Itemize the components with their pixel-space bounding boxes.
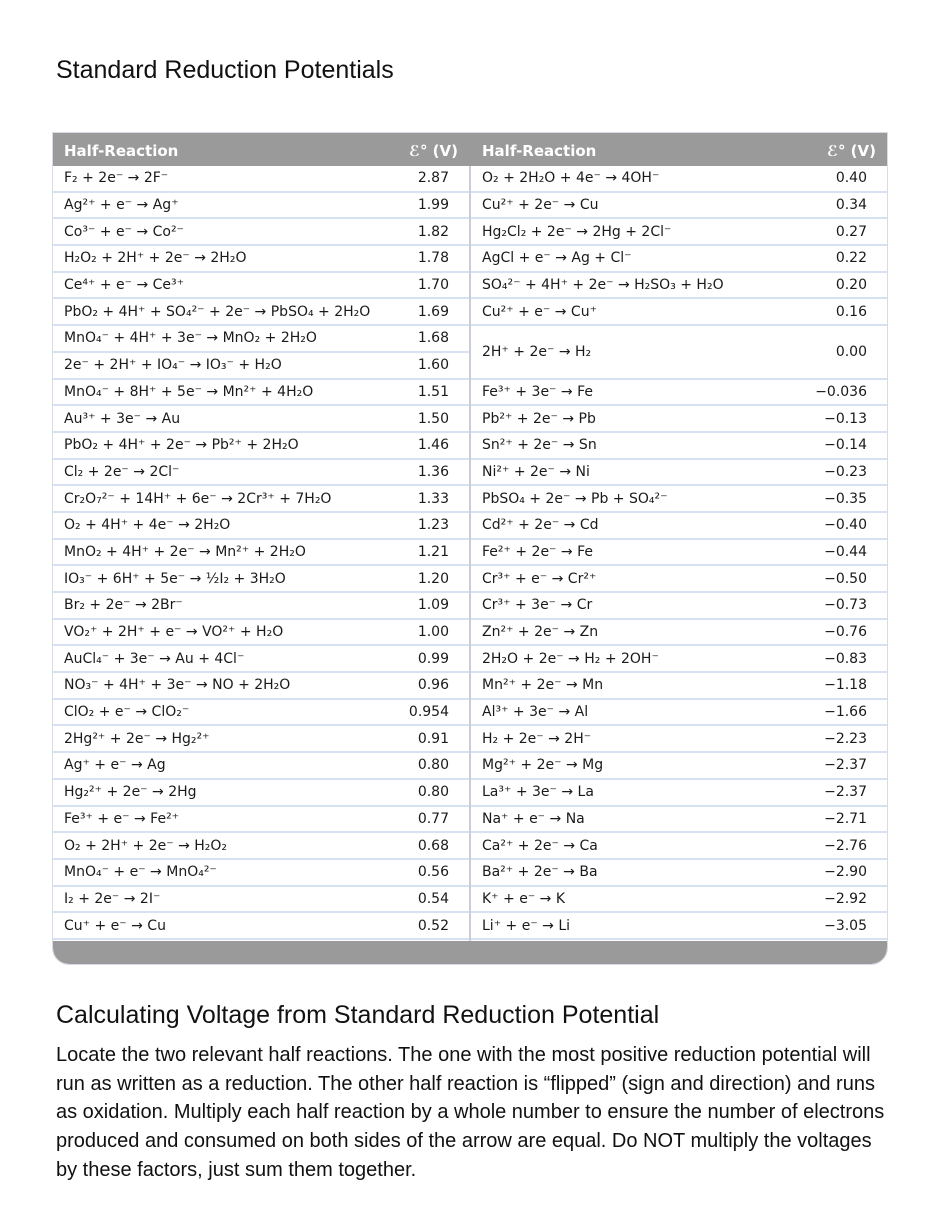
- half-reaction-cell: Li⁺ + e⁻ → Li: [482, 917, 571, 934]
- half-reaction-cell: Mg²⁺ + 2e⁻ → Mg: [482, 757, 604, 774]
- half-reaction-cell: PbO₂ + 4H⁺ + SO₄²⁻ + 2e⁻ → PbSO₄ + 2H₂O: [64, 303, 371, 320]
- table-row: [471, 540, 887, 567]
- potential-cell: 1.82: [417, 223, 449, 240]
- half-reaction-cell: 2e⁻ + 2H⁺ + IO₄⁻ → IO₃⁻ + H₂O: [64, 357, 282, 374]
- page-title: Standard Reduction Potentials: [56, 56, 394, 84]
- table-row: [53, 406, 469, 433]
- half-reaction-cell: Ni²⁺ + 2e⁻ → Ni: [482, 463, 590, 480]
- table-row: [471, 193, 887, 220]
- section-title: Calculating Voltage from Standard Reduction Potential: [56, 1001, 660, 1029]
- potential-cell: −0.83: [824, 650, 867, 667]
- potential-cell: 0.27: [835, 223, 867, 240]
- table-row: [471, 860, 887, 887]
- potential-cell: 0.91: [417, 730, 449, 747]
- potential-cell: 0.20: [835, 277, 867, 294]
- half-reaction-cell: Cu²⁺ + 2e⁻ → Cu: [482, 197, 599, 214]
- half-reaction-cell: Pb²⁺ + 2e⁻ → Pb: [482, 410, 596, 427]
- table-row: [471, 326, 887, 379]
- half-reaction-cell: O₂ + 2H⁺ + 2e⁻ → H₂O₂: [64, 837, 228, 854]
- table-row: [53, 246, 469, 273]
- table-row: [53, 460, 469, 487]
- table-row: [471, 780, 887, 807]
- table-row: [471, 700, 887, 727]
- potential-cell: 1.78: [417, 250, 449, 267]
- table-row: [53, 780, 469, 807]
- table-row: [53, 753, 469, 780]
- potential-cell: 1.09: [417, 597, 449, 614]
- table-row: [53, 860, 469, 887]
- table-row: [471, 593, 887, 620]
- half-reaction-cell: H₂ + 2e⁻ → 2H⁻: [482, 730, 592, 747]
- table-row: [471, 913, 887, 940]
- half-reaction-cell: Cu⁺ + e⁻ → Cu: [64, 917, 166, 934]
- potential-cell: 1.21: [417, 543, 449, 560]
- table-row: [471, 887, 887, 914]
- table-row: [53, 700, 469, 727]
- table-row: [471, 620, 887, 647]
- table-footer: [53, 941, 887, 964]
- half-reaction-cell: SO₄²⁻ + 4H⁺ + 2e⁻ → H₂SO₃ + H₂O: [482, 277, 724, 294]
- potential-cell: 1.20: [417, 570, 449, 587]
- potential-cell: −0.50: [824, 570, 867, 587]
- table-row: [471, 246, 887, 273]
- half-reaction-cell: H₂O₂ + 2H⁺ + 2e⁻ → 2H₂O: [64, 250, 247, 267]
- table-row: [53, 833, 469, 860]
- potential-cell: 1.50: [417, 410, 449, 427]
- potential-cell: 1.70: [417, 277, 449, 294]
- table-row: [471, 380, 887, 407]
- half-reaction-cell: Ca²⁺ + 2e⁻ → Ca: [482, 837, 598, 854]
- potential-cell: 0.77: [417, 810, 449, 827]
- table-row: [53, 326, 469, 353]
- table-row: [471, 833, 887, 860]
- half-reaction-cell: Ag⁺ + e⁻ → Ag: [64, 757, 166, 774]
- potential-cell: 0.68: [417, 837, 449, 854]
- half-reaction-cell: F₂ + 2e⁻ → 2F⁻: [64, 170, 169, 187]
- half-reaction-cell: MnO₂ + 4H⁺ + 2e⁻ → Mn²⁺ + 2H₂O: [64, 543, 306, 560]
- potential-cell: −0.40: [824, 517, 867, 534]
- header-half-reaction-right: Half-Reaction: [482, 142, 597, 160]
- half-reaction-cell: Sn²⁺ + 2e⁻ → Sn: [482, 437, 597, 454]
- table-row: [471, 646, 887, 673]
- half-reaction-cell: Mn²⁺ + 2e⁻ → Mn: [482, 677, 604, 694]
- table-row: [53, 540, 469, 567]
- potential-cell: 0.52: [417, 917, 449, 934]
- half-reaction-cell: Hg₂²⁺ + 2e⁻ → 2Hg: [64, 784, 197, 801]
- potential-cell: 0.34: [835, 197, 867, 214]
- potential-cell: 0.40: [835, 170, 867, 187]
- potential-cell: 1.23: [417, 517, 449, 534]
- half-reaction-cell: Cr³⁺ + e⁻ → Cr²⁺: [482, 570, 597, 587]
- potential-cell: 1.36: [417, 463, 449, 480]
- table-row: [471, 219, 887, 246]
- table-row: [53, 353, 469, 380]
- half-reaction-cell: 2H₂O + 2e⁻ → H₂ + 2OH⁻: [482, 650, 659, 667]
- table-row: [471, 406, 887, 433]
- table-row: [471, 433, 887, 460]
- half-reaction-cell: VO₂⁺ + 2H⁺ + e⁻ → VO²⁺ + H₂O: [64, 624, 284, 641]
- table-row: [53, 299, 469, 326]
- half-reaction-cell: PbSO₄ + 2e⁻ → Pb + SO₄²⁻: [482, 490, 668, 507]
- table-header: [53, 133, 887, 166]
- potential-cell: 1.46: [417, 437, 449, 454]
- table-row: [53, 513, 469, 540]
- table-row: [53, 593, 469, 620]
- half-reaction-cell: O₂ + 4H⁺ + 4e⁻ → 2H₂O: [64, 517, 231, 534]
- potential-cell: 2.87: [417, 170, 449, 187]
- potential-cell: −0.036: [815, 383, 867, 400]
- potential-cell: −0.14: [824, 437, 867, 454]
- half-reaction-cell: MnO₄⁻ + 8H⁺ + 5e⁻ → Mn²⁺ + 4H₂O: [64, 383, 314, 400]
- half-reaction-cell: Ce⁴⁺ + e⁻ → Ce³⁺: [64, 277, 185, 294]
- half-reaction-cell: MnO₄⁻ + 4H⁺ + 3e⁻ → MnO₂ + 2H₂O: [64, 330, 317, 347]
- table-row: [471, 673, 887, 700]
- potential-cell: −2.71: [824, 810, 867, 827]
- half-reaction-cell: Cu²⁺ + e⁻ → Cu⁺: [482, 303, 597, 320]
- half-reaction-cell: 2Hg²⁺ + 2e⁻ → Hg₂²⁺: [64, 730, 210, 747]
- half-reaction-cell: Cr₂O₇²⁻ + 14H⁺ + 6e⁻ → 2Cr³⁺ + 7H₂O: [64, 490, 332, 507]
- potential-cell: 0.99: [417, 650, 449, 667]
- potential-cell: −2.37: [824, 757, 867, 774]
- table-row: [53, 566, 469, 593]
- half-reaction-cell: Zn²⁺ + 2e⁻ → Zn: [482, 624, 599, 641]
- table-row: [53, 807, 469, 834]
- potential-cell: −2.23: [824, 730, 867, 747]
- potential-cell: 1.60: [417, 357, 449, 374]
- table-row: [53, 646, 469, 673]
- half-reaction-cell: Ba²⁺ + 2e⁻ → Ba: [482, 864, 598, 881]
- potential-cell: 1.68: [417, 330, 449, 347]
- table-row: [471, 513, 887, 540]
- potential-cell: 0.00: [835, 343, 867, 360]
- potential-cell: 1.33: [417, 490, 449, 507]
- half-reaction-cell: O₂ + 2H₂O + 4e⁻ → 4OH⁻: [482, 170, 660, 187]
- table-row: [53, 380, 469, 407]
- table-column-left: [53, 166, 471, 941]
- half-reaction-cell: 2H⁺ + 2e⁻ → H₂: [482, 343, 592, 360]
- header-half-reaction-left: Half-Reaction: [64, 142, 179, 160]
- half-reaction-cell: ClO₂ + e⁻ → ClO₂⁻: [64, 704, 190, 721]
- table-row: [53, 887, 469, 914]
- potential-cell: 0.80: [417, 784, 449, 801]
- half-reaction-cell: IO₃⁻ + 6H⁺ + 5e⁻ → ½I₂ + 3H₂O: [64, 570, 286, 587]
- potential-cell: −3.05: [824, 917, 867, 934]
- table-row: [53, 726, 469, 753]
- header-potential-right: ℰ° (V): [827, 142, 876, 160]
- table-row: [53, 193, 469, 220]
- potential-cell: 0.22: [835, 250, 867, 267]
- table-row: [53, 620, 469, 647]
- potential-cell: −0.76: [824, 624, 867, 641]
- half-reaction-cell: La³⁺ + 3e⁻ → La: [482, 784, 594, 801]
- potential-cell: 1.99: [417, 197, 449, 214]
- half-reaction-cell: Co³⁻ + e⁻ → Co²⁻: [64, 223, 184, 240]
- half-reaction-cell: PbO₂ + 4H⁺ + 2e⁻ → Pb²⁺ + 2H₂O: [64, 437, 299, 454]
- header-potential-left: ℰ° (V): [409, 142, 458, 160]
- table-row: [471, 566, 887, 593]
- potential-cell: 1.00: [417, 624, 449, 641]
- potential-cell: 1.51: [417, 383, 449, 400]
- potential-cell: −2.90: [824, 864, 867, 881]
- half-reaction-cell: K⁺ + e⁻ → K: [482, 890, 566, 907]
- potential-cell: 0.16: [835, 303, 867, 320]
- potential-cell: −1.66: [824, 704, 867, 721]
- half-reaction-cell: Cl₂ + 2e⁻ → 2Cl⁻: [64, 463, 180, 480]
- half-reaction-cell: NO₃⁻ + 4H⁺ + 3e⁻ → NO + 2H₂O: [64, 677, 291, 694]
- half-reaction-cell: AuCl₄⁻ + 3e⁻ → Au + 4Cl⁻: [64, 650, 245, 667]
- half-reaction-cell: Cr³⁺ + 3e⁻ → Cr: [482, 597, 593, 614]
- table-row: [471, 807, 887, 834]
- table-row: [53, 486, 469, 513]
- table-row: [53, 166, 469, 193]
- potential-cell: −2.92: [824, 890, 867, 907]
- half-reaction-cell: Au³⁺ + 3e⁻ → Au: [64, 410, 181, 427]
- table-row: [53, 673, 469, 700]
- potential-cell: −0.13: [824, 410, 867, 427]
- potential-cell: −0.73: [824, 597, 867, 614]
- potential-cell: 1.69: [417, 303, 449, 320]
- potential-cell: −0.35: [824, 490, 867, 507]
- table-row: [471, 273, 887, 300]
- half-reaction-cell: I₂ + 2e⁻ → 2I⁻: [64, 890, 161, 907]
- half-reaction-cell: Br₂ + 2e⁻ → 2Br⁻: [64, 597, 183, 614]
- half-reaction-cell: AgCl + e⁻ → Ag + Cl⁻: [482, 250, 632, 267]
- half-reaction-cell: Cd²⁺ + 2e⁻ → Cd: [482, 517, 599, 534]
- half-reaction-cell: Fe³⁺ + 3e⁻ → Fe: [482, 383, 593, 400]
- table-row: [471, 460, 887, 487]
- table-row: [471, 486, 887, 513]
- potential-cell: −0.23: [824, 463, 867, 480]
- half-reaction-cell: Fe²⁺ + 2e⁻ → Fe: [482, 543, 593, 560]
- half-reaction-cell: Na⁺ + e⁻ → Na: [482, 810, 585, 827]
- potential-cell: 0.54: [417, 890, 449, 907]
- half-reaction-cell: Fe³⁺ + e⁻ → Fe²⁺: [64, 810, 180, 827]
- section-body-text: Locate the two relevant half reactions. The one with the most positive reduction potential will run as written as a reduction. The other half reaction is “flipped” (sign and direction) and runs as oxidation. Multiply each half reaction by a whole number to ensure the number of electrons produced and consumed on both sides of the arrow are equal. Do NOT multiply the voltages by these factors, just sum them together.: [56, 1044, 885, 1181]
- table-row: [471, 726, 887, 753]
- table-row: [53, 219, 469, 246]
- half-reaction-cell: MnO₄⁻ + e⁻ → MnO₄²⁻: [64, 864, 217, 881]
- potential-cell: 0.96: [417, 677, 449, 694]
- potential-cell: 0.56: [417, 864, 449, 881]
- table-row: [53, 433, 469, 460]
- half-reaction-cell: Al³⁺ + 3e⁻ → Al: [482, 704, 589, 721]
- potential-cell: −1.18: [824, 677, 867, 694]
- potential-cell: 0.954: [408, 704, 449, 721]
- reduction-potentials-table: [53, 133, 887, 964]
- potential-cell: −2.76: [824, 837, 867, 854]
- table-row: [471, 299, 887, 326]
- half-reaction-cell: Hg₂Cl₂ + 2e⁻ → 2Hg + 2Cl⁻: [482, 223, 672, 240]
- table-column-right: [471, 166, 887, 941]
- potential-cell: −0.44: [824, 543, 867, 560]
- half-reaction-cell: Ag²⁺ + e⁻ → Ag⁺: [64, 197, 179, 214]
- potential-cell: 0.80: [417, 757, 449, 774]
- table-row: [53, 273, 469, 300]
- table-row: [471, 753, 887, 780]
- table-row: [471, 166, 887, 193]
- potential-cell: −2.37: [824, 784, 867, 801]
- table-row: [53, 913, 469, 940]
